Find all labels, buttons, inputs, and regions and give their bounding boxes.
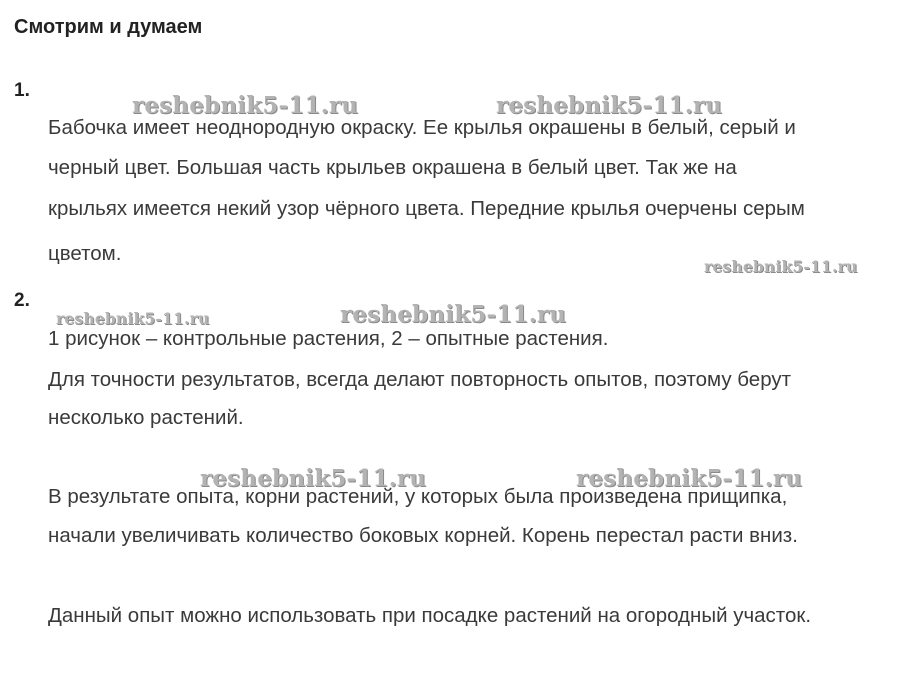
- item-2-line-3: несколько растений.: [48, 406, 244, 429]
- item-2-line-1: 1 рисунок – контрольные растения, 2 – опытные растения.: [48, 327, 609, 350]
- watermark: reshebnik5-11.ru: [132, 92, 359, 119]
- item-1-line-4: цветом.: [48, 242, 122, 265]
- page-heading: Смотрим и думаем: [14, 16, 203, 38]
- watermark: reshebnik5-11.ru: [704, 257, 858, 276]
- watermark: reshebnik5-11.ru: [576, 465, 803, 492]
- item-2-line-5: начали увеличивать количество боковых корней. Корень перестал расти вниз.: [48, 524, 798, 547]
- item-1-line-3: крыльях имеется некий узор чёрного цвета. Передние крылья очерчены серым: [48, 197, 805, 220]
- item-number-2: 2.: [14, 290, 30, 311]
- watermark: reshebnik5-11.ru: [496, 92, 723, 119]
- item-2-line-6: Данный опыт можно использовать при посадке растений на огородный участок.: [48, 604, 812, 627]
- item-1-line-2: черный цвет. Большая часть крыльев окрашена в белый цвет. Так же на: [48, 156, 737, 179]
- item-2-line-2: Для точности результатов, всегда делают повторность опытов, поэтому берут: [48, 368, 792, 391]
- item-number-1: 1.: [14, 80, 30, 101]
- item-1-line-1: Бабочка имеет неоднородную окраску. Ее крылья окрашены в белый, серый и: [48, 116, 796, 139]
- watermark: reshebnik5-11.ru: [56, 309, 210, 328]
- watermark: reshebnik5-11.ru: [340, 301, 567, 328]
- watermark: reshebnik5-11.ru: [200, 465, 427, 492]
- item-2-line-4: В результате опыта, корни растений, у которых была произведена прищипка,: [48, 485, 788, 508]
